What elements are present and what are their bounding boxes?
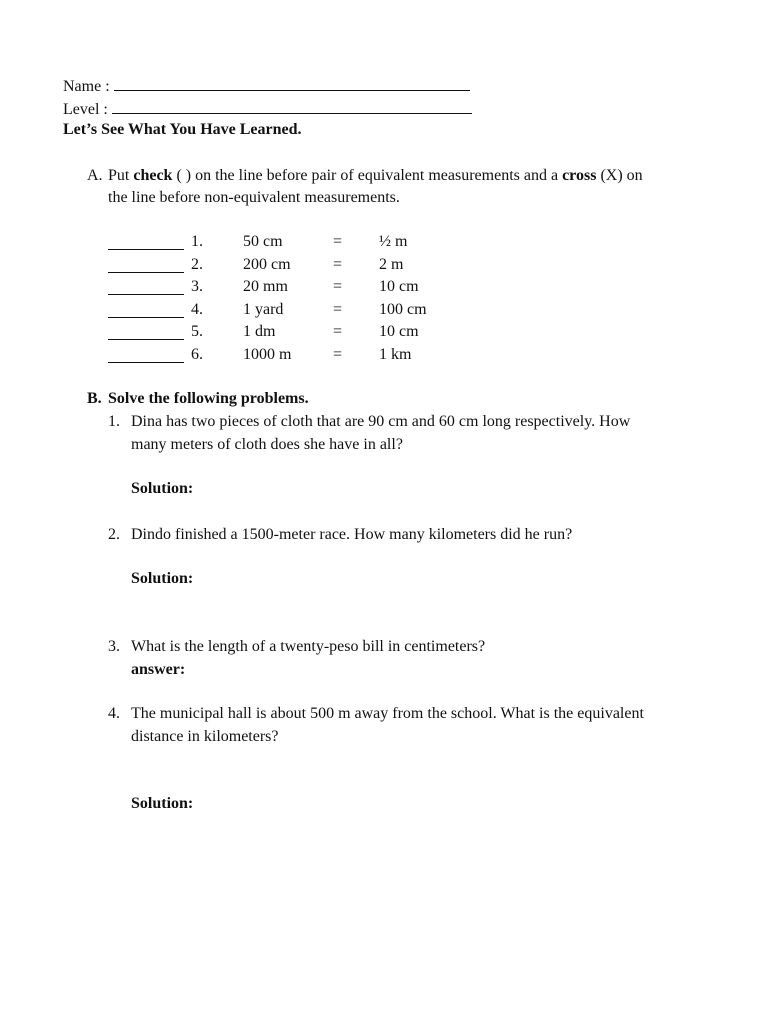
problem-1-solution-label: Solution: xyxy=(131,480,194,497)
problem-2-number: 2. xyxy=(108,526,120,543)
answer-blank-line[interactable] xyxy=(108,303,184,318)
item-equals-sign: = xyxy=(333,278,343,295)
item-right-measure: ½ m xyxy=(379,233,408,250)
problem-1-text-line1: Dina has two pieces of cloth that are 90 cm and 60 cm long respectively. How xyxy=(131,413,631,430)
item-left-measure: 200 cm xyxy=(243,256,291,273)
level-field-row xyxy=(63,99,472,119)
answer-blank-line[interactable] xyxy=(108,235,184,250)
item-left-measure: 1 dm xyxy=(243,323,276,340)
instr-check-word: check xyxy=(133,167,173,184)
problem-4-number: 4. xyxy=(108,705,120,722)
item-equals-sign: = xyxy=(333,233,343,250)
problem-2-solution-label: Solution: xyxy=(131,570,194,587)
section-heading: Let’s See What You Have Learned. xyxy=(63,121,302,138)
item-left-measure: 1000 m xyxy=(243,346,292,363)
instr-x: (X) on xyxy=(600,167,643,184)
name-field-row xyxy=(63,76,470,96)
problem-2-text-line1: Dindo finished a 1500-meter race. How many kilometers did he run? xyxy=(131,526,573,543)
item-right-measure: 2 m xyxy=(379,256,404,273)
part-b-heading: Solve the following problems. xyxy=(108,390,309,407)
instr-mid: on the line before pair of equivalent measurements and a xyxy=(195,167,559,184)
instr-paren: ( ) xyxy=(176,167,192,184)
part-a-instruction-line2: the line before non-equivalent measurements. xyxy=(108,189,400,206)
problem-3-answer-label: answer: xyxy=(131,661,186,678)
part-a-instruction-line1 xyxy=(108,167,643,185)
part-b-letter: B. xyxy=(87,390,102,407)
problem-1-number: 1. xyxy=(108,413,120,430)
item-number: 5. xyxy=(191,323,203,340)
answer-blank-line[interactable] xyxy=(108,325,184,340)
instr-cross-word: cross xyxy=(562,167,597,184)
item-equals-sign: = xyxy=(333,256,343,273)
item-left-measure: 1 yard xyxy=(243,301,284,318)
problem-4-solution-label: Solution: xyxy=(131,795,194,812)
part-a-letter: A. xyxy=(87,167,103,184)
instr-put: Put xyxy=(108,167,130,184)
level-label: Level : xyxy=(63,101,108,118)
item-number: 1. xyxy=(191,233,203,250)
item-equals-sign: = xyxy=(333,323,343,340)
item-right-measure: 10 cm xyxy=(379,323,419,340)
name-label: Name : xyxy=(63,78,110,95)
item-right-measure: 100 cm xyxy=(379,301,427,318)
answer-blank-line[interactable] xyxy=(108,258,184,273)
item-left-measure: 20 mm xyxy=(243,278,288,295)
item-number: 4. xyxy=(191,301,203,318)
problem-3-text-line1: What is the length of a twenty-peso bill in centimeters? xyxy=(131,638,486,655)
item-equals-sign: = xyxy=(333,301,343,318)
item-number: 6. xyxy=(191,346,203,363)
item-equals-sign: = xyxy=(333,346,343,363)
problem-4-text-line1: The municipal hall is about 500 m away from the school. What is the equivalent xyxy=(131,705,644,722)
problem-4-text-line2: distance in kilometers? xyxy=(131,728,279,745)
answer-blank-line[interactable] xyxy=(108,280,184,295)
answer-blank-line[interactable] xyxy=(108,348,184,363)
name-blank-line[interactable] xyxy=(114,76,470,91)
problem-3-number: 3. xyxy=(108,638,120,655)
item-number: 3. xyxy=(191,278,203,295)
problem-1-text-line2: many meters of cloth does she have in all? xyxy=(131,436,403,453)
item-left-measure: 50 cm xyxy=(243,233,283,250)
item-right-measure: 1 km xyxy=(379,346,412,363)
level-blank-line[interactable] xyxy=(112,99,472,114)
item-number: 2. xyxy=(191,256,203,273)
item-right-measure: 10 cm xyxy=(379,278,419,295)
